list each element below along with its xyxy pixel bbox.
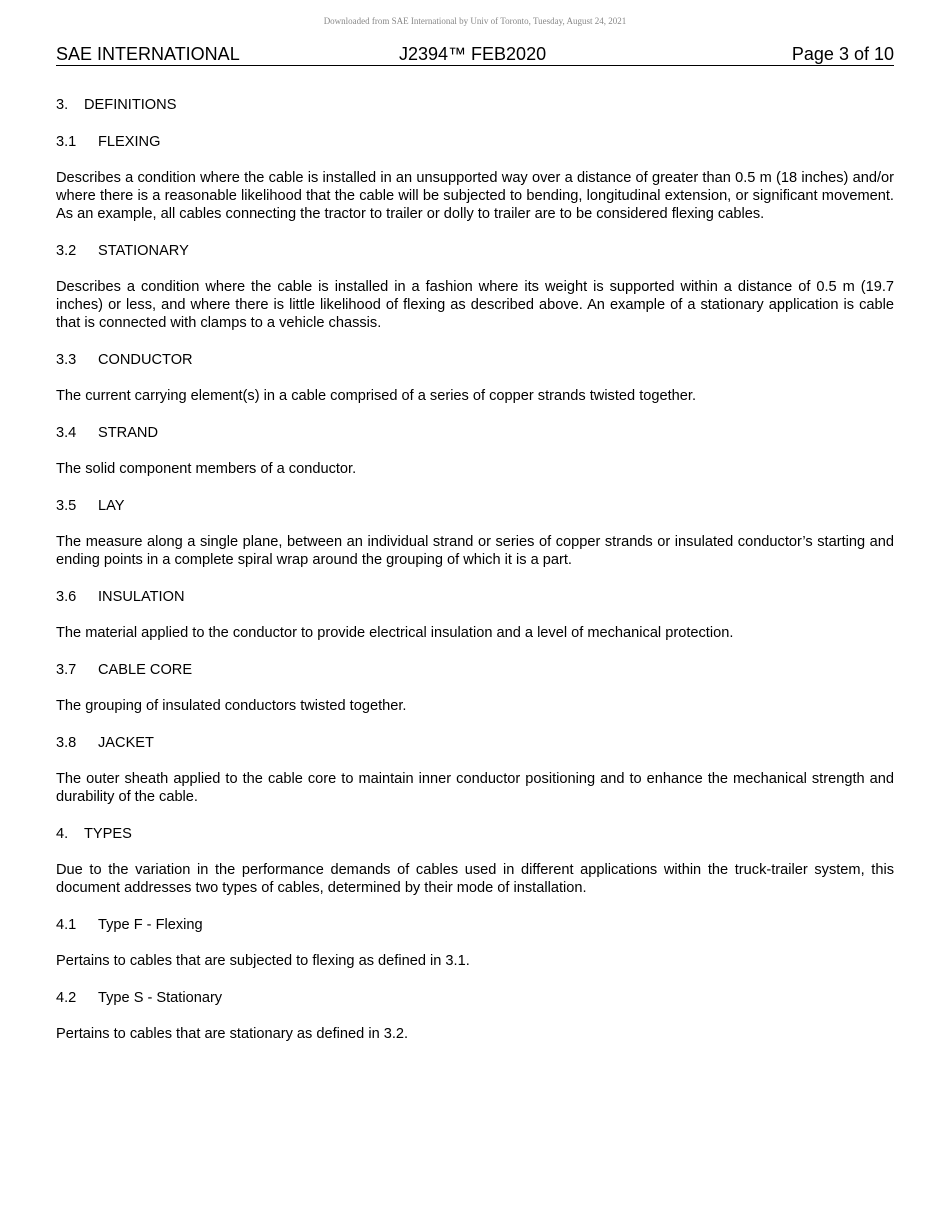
section-title: CONDUCTOR bbox=[98, 351, 193, 368]
header-org: SAE INTERNATIONAL bbox=[56, 44, 240, 64]
paragraph-flexing: Describes a condition where the cable is installed in an unsupported way over a distance of greater than 0.5 m (18 inches) and/or where there is a reasonable likelihood that the cable will be subjected to bending, longitudinal extension, or significant movement. As an example, all cables connecting the tractor to trailer or dolly to trailer are to be considered flexing cables. bbox=[56, 170, 894, 222]
section-title: TYPES bbox=[84, 825, 132, 842]
subsection-heading-cable-core bbox=[56, 661, 894, 679]
subsection-heading-type-s bbox=[56, 989, 894, 1007]
section-number: 3.7 bbox=[56, 661, 77, 678]
section-number: 3.2 bbox=[56, 242, 77, 259]
paragraph-type-s: Pertains to cables that are stationary as defined in 3.2. bbox=[56, 1026, 409, 1042]
section-title: Type S - Stationary bbox=[98, 989, 223, 1006]
subsection-heading-flexing bbox=[56, 133, 894, 151]
section-heading-definitions bbox=[56, 96, 894, 114]
section-title: STRAND bbox=[98, 424, 158, 441]
section-number: 3.6 bbox=[56, 588, 77, 605]
section-title: FLEXING bbox=[98, 133, 161, 150]
paragraph-conductor: The current carrying element(s) in a cable comprised of a series of copper strands twisted together. bbox=[56, 388, 696, 404]
page-header bbox=[56, 43, 894, 66]
paragraph-cable-core: The grouping of insulated conductors twisted together. bbox=[56, 698, 407, 714]
section-number: 4. bbox=[56, 825, 69, 842]
paragraph-types: Due to the variation in the performance demands of cables used in different applications within the truck-trailer system, this document addresses two types of cables, determined by their mode of installation. bbox=[56, 862, 894, 896]
section-title: CABLE CORE bbox=[98, 661, 193, 678]
section-title: DEFINITIONS bbox=[84, 97, 177, 113]
paragraph-jacket: The outer sheath applied to the cable core to maintain inner conductor positioning and to enhance the mechanical strength and durability of the cable. bbox=[56, 771, 894, 805]
paragraph-lay: The measure along a single plane, between an individual strand or series of copper strands or insulated conductor’s starting and ending points in a complete spiral wrap around the grouping of which it is a part. bbox=[56, 534, 894, 568]
section-number: 4.1 bbox=[56, 916, 77, 933]
section-number: 4.2 bbox=[56, 989, 77, 1006]
section-title: INSULATION bbox=[98, 588, 185, 605]
section-number: 3.5 bbox=[56, 497, 77, 514]
section-title: LAY bbox=[98, 497, 125, 514]
subsection-heading-strand bbox=[56, 424, 894, 442]
section-title: JACKET bbox=[98, 734, 154, 751]
section-number: 3.8 bbox=[56, 734, 77, 751]
subsection-heading-insulation bbox=[56, 588, 894, 606]
subsection-heading-conductor bbox=[56, 351, 894, 369]
subsection-heading-type-f bbox=[56, 916, 894, 934]
paragraph-strand: The solid component members of a conductor. bbox=[56, 461, 357, 477]
document-body bbox=[56, 96, 894, 1062]
paragraph-type-f: Pertains to cables that are subjected to flexing as defined in 3.1. bbox=[56, 953, 470, 969]
section-number: 3. bbox=[56, 97, 69, 113]
section-number: 3.1 bbox=[56, 133, 77, 150]
subsection-heading-jacket bbox=[56, 734, 894, 752]
section-number: 3.4 bbox=[56, 424, 77, 441]
section-title: STATIONARY bbox=[98, 242, 189, 259]
section-heading-types bbox=[56, 825, 894, 843]
section-number: 3.3 bbox=[56, 351, 77, 368]
header-doc-id: J2394™ FEB2020 bbox=[399, 44, 547, 64]
paragraph-insulation: The material applied to the conductor to provide electrical insulation and a level of mechanical protection. bbox=[56, 625, 734, 641]
paragraph-stationary: Describes a condition where the cable is installed in a fashion where its weight is supported within a distance of 0.5 m (19.7 inches) or less, and where there is little likelihood of flexing as described above. An example of a stationary application is cable that is connected with clamps to a vehicle chassis. bbox=[56, 279, 894, 331]
subsection-heading-lay bbox=[56, 497, 894, 515]
subsection-heading-stationary bbox=[56, 242, 894, 260]
section-title: Type F - Flexing bbox=[98, 916, 203, 933]
header-page-number: Page 3 of 10 bbox=[791, 44, 894, 64]
download-watermark: Downloaded from SAE International by Univ of Toronto, Tuesday, August 24, 2021 bbox=[323, 16, 627, 26]
